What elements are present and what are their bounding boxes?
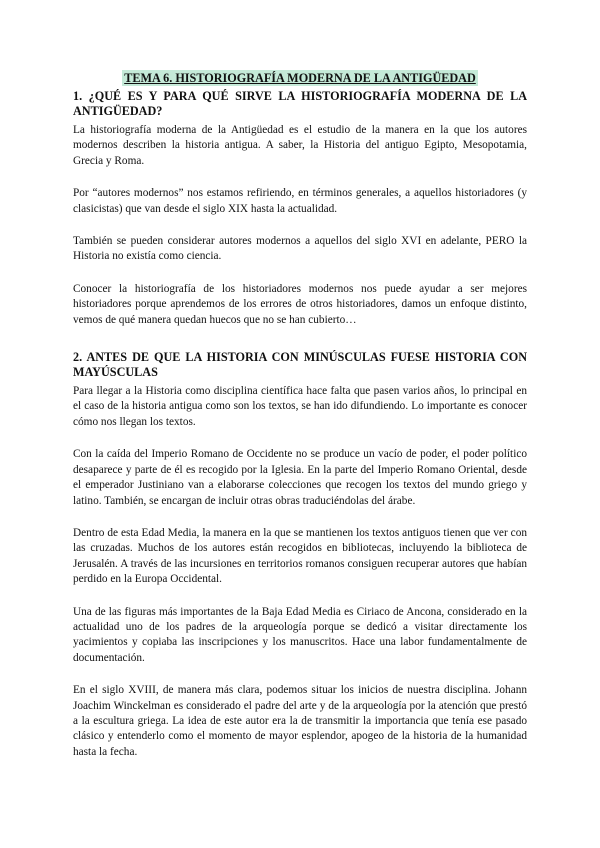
section-1-paragraph-3: También se pueden considerar autores modernos a aquellos del siglo XVI en adelante, PERO la Historia no existía como ciencia. <box>73 235 527 263</box>
document-title: TEMA 6. HISTORIOGRAFÍA MODERNA DE LA ANTIGÜEDAD <box>124 71 476 85</box>
section-2-paragraph-2: Con la caída del Imperio Romano de Occidente no se produce un vacío de poder, el poder político desaparece y parte de él es recogido por la Iglesia. En la parte del Imperio Romano Oriental, desde el emperador Justiniano van a elaborarse colecciones que recogen los textos del mundo griego y latino. También, se encargan de incluir otras obras traduciéndolas del árabe. <box>73 448 527 507</box>
section-2-paragraph-1: Para llegar a la Historia como disciplina científica hace falta que pasen varios años, lo principal en el caso de la historia antigua como son los textos, se han ido difundiendo. Lo importante es conocer cómo nos llegan los textos. <box>73 385 527 428</box>
section-2-paragraph-3: Dentro de esta Edad Media, la manera en la que se mantienen los textos antiguos tienen que ver con las cruzadas. Muchos de los autores están recogidos en bibliotecas, incluyendo la biblioteca de Jerusalén. A través de las incursiones en territorios romanos consiguen recuperar autores que habían perdido en la Europa Occidental. <box>73 526 527 586</box>
section-1-heading: 1. ¿QUÉ ES Y PARA QUÉ SIRVE LA HISTORIOGRAFÍA MODERNA DE LA ANTIGÜEDAD? <box>73 89 527 118</box>
section-1-paragraph-1: La historiografía moderna de la Antigüedad es el estudio de la manera en la que los autores modernos describen la historia antigua. A saber, la Historia del antiguo Egipto, Mesopotamia, Grecia y Roma. <box>73 124 527 167</box>
section-2-paragraph-5: En el siglo XVIII, de manera más clara, podemos situar los inicios de nuestra disciplina. Johann Joachim Winckelman es considerado el padre del arte y de la arqueología por la atención que prestó a la escultura griega. La idea de este autor era la de transmitir la importancia que tenía ese pasado clásico y entenderlo como el momento de mayor esplendor, apogeo de la historia de la humanidad hasta la fecha. <box>73 684 527 758</box>
section-2-heading: 2. ANTES DE QUE LA HISTORIA CON MINÚSCULAS FUESE HISTORIA CON MAYÚSCULAS <box>73 350 527 380</box>
section-1-paragraph-2: Por “autores modernos” nos estamos refiriendo, en términos generales, a aquellos historiadores (y clasicistas) que van desde el siglo XIX hasta la actualidad. <box>73 187 527 215</box>
section-2-paragraph-4: Una de las figuras más importantes de la Baja Edad Media es Ciriaco de Ancona, considerado en la actualidad uno de los padres de la arqueología porque se dedicó a visitar directamente los yacimientos y copiaba las inscripciones y los manuscritos. Hace una labor fundamentalmente de documentación. <box>73 605 527 664</box>
section-1-paragraph-4: Conocer la historiografía de los historiadores modernos nos puede ayudar a ser mejores historiadores porque aprendemos de los errores de otros historiadores, damos un enfoque distinto, vemos de qué manera quedan huecos que no se han cubierto… <box>73 282 527 326</box>
